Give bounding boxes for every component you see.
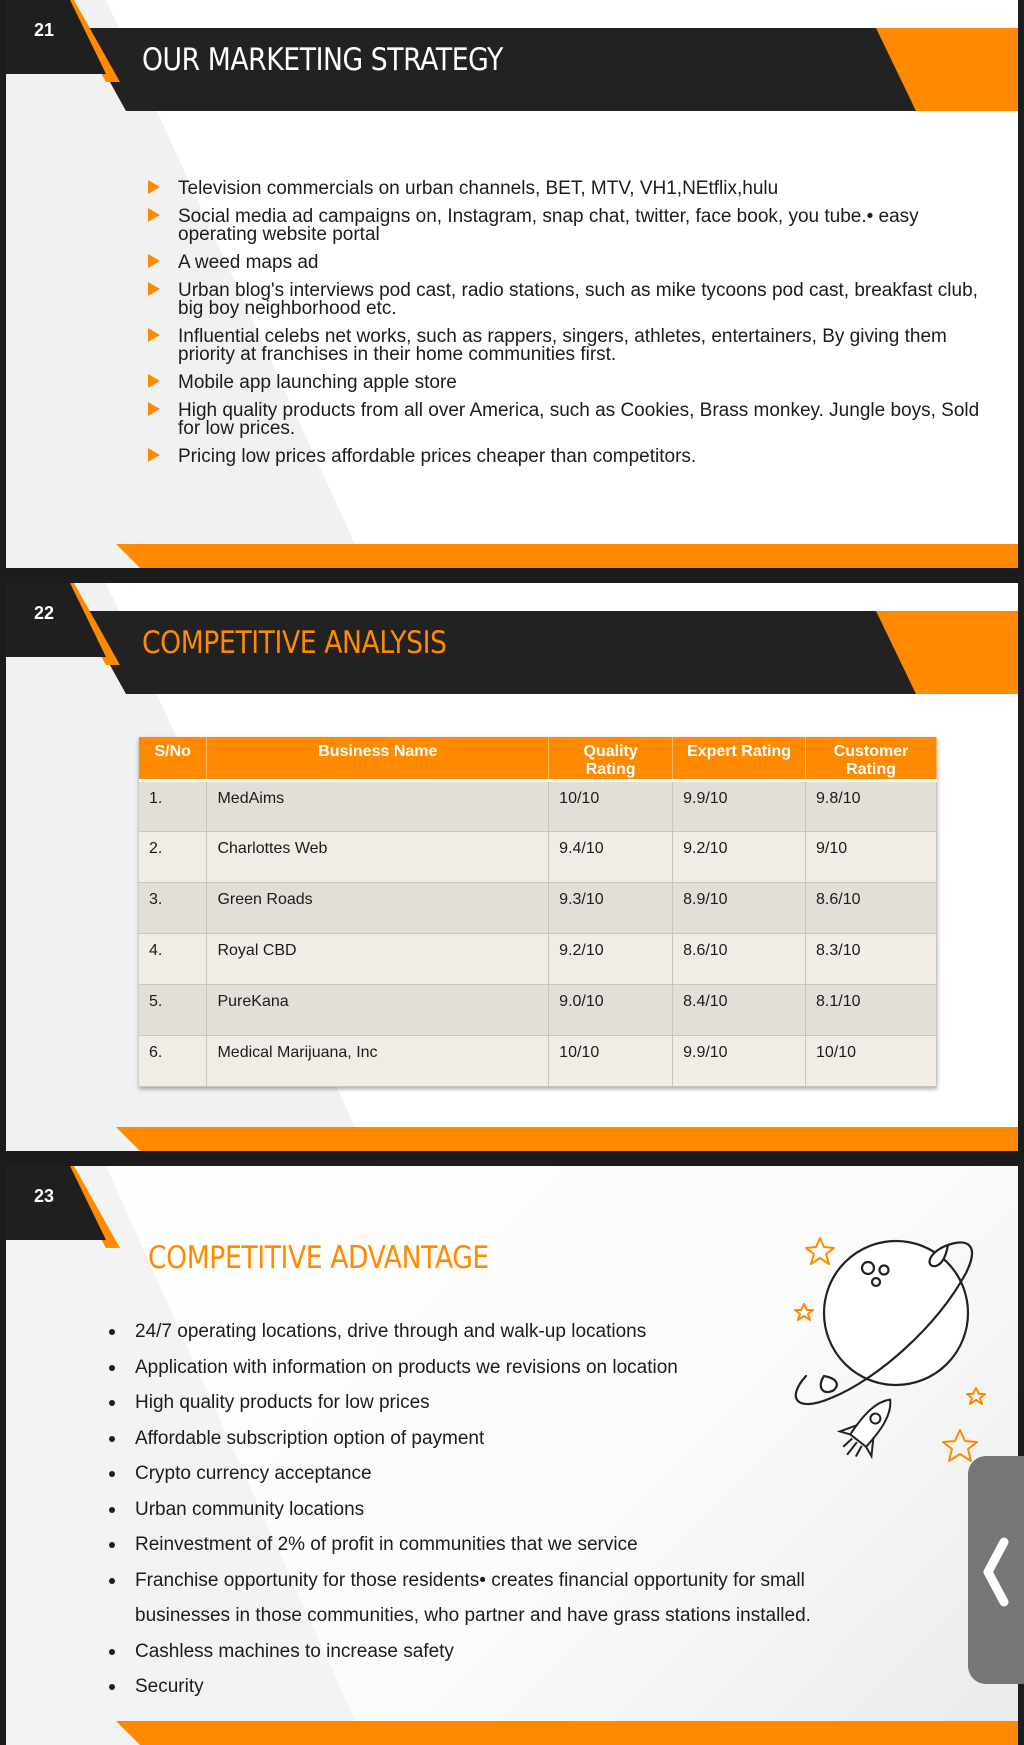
table-cell: 8.6/10 [806, 883, 937, 934]
table-cell: PureKana [207, 985, 549, 1036]
slide-23 [6, 1166, 1018, 1745]
list-item: 24/7 operating locations, drive through and walk-up locations [106, 1314, 866, 1350]
slide-number: 22 [33, 603, 55, 623]
slide-21 [6, 0, 1018, 568]
planet-icon [796, 1241, 972, 1404]
table-cell: 9/10 [806, 832, 937, 883]
table-cell: 9.8/10 [806, 781, 937, 832]
table-cell: 10/10 [806, 1036, 937, 1087]
list-item: Social media ad campaigns on, Instagram, snap chat, twitter, face book, you tube.• easy operating website portal [146, 208, 996, 244]
arrow-bullet-icon [148, 328, 160, 342]
table-cell: 5. [139, 985, 207, 1036]
list-item: Mobile app launching apple store [146, 374, 996, 392]
advantage-list [106, 1314, 866, 1705]
table-cell: Medical Marijuana, Inc [207, 1036, 549, 1087]
arrow-bullet-icon [148, 282, 160, 296]
list-item: Urban blog's interviews pod cast, radio stations, such as mike tycoons pod cast, breakfast club, big boy neighborhood etc. [146, 282, 996, 318]
column-header: Quality Rating [549, 737, 673, 781]
strategy-list [146, 180, 996, 476]
list-item: Television commercials on urban channels, BET, MTV, VH1,NEtflix,hulu [146, 180, 996, 198]
list-item: Crypto currency acceptance [106, 1456, 866, 1492]
table-cell: 10/10 [549, 1036, 673, 1087]
chevron-left-icon [980, 1536, 1012, 1608]
table-cell: 9.2/10 [673, 832, 806, 883]
slide-number: 21 [33, 20, 55, 40]
table-cell: 6. [139, 1036, 207, 1087]
bottom-accent-bar [116, 1127, 1018, 1151]
list-item: A weed maps ad [146, 254, 996, 272]
table-cell: 1. [139, 781, 207, 832]
table-row [139, 934, 937, 985]
arrow-bullet-icon [148, 448, 160, 462]
list-item: Security [106, 1669, 866, 1705]
bullet-dot-icon [109, 1578, 115, 1584]
slide-22 [6, 583, 1018, 1151]
column-header: S/No [139, 737, 207, 781]
space-illustration [776, 1198, 996, 1498]
table-cell: 8.4/10 [673, 985, 806, 1036]
bullet-dot-icon [109, 1400, 115, 1406]
list-item: Influential celebs net works, such as rappers, singers, athletes, entertainers, By giving them priority at franchises in their home communities first. [146, 328, 996, 364]
bullet-dot-icon [109, 1365, 115, 1371]
bullet-dot-icon [109, 1507, 115, 1513]
table-cell: MedAims [207, 781, 549, 832]
list-item: Reinvestment of 2% of profit in communities that we service [106, 1527, 866, 1563]
bottom-accent-bar [116, 544, 1018, 568]
arrow-bullet-icon [148, 374, 160, 388]
competitive-analysis-table [139, 737, 937, 1087]
table-cell: Royal CBD [207, 934, 549, 985]
slide-title: COMPETITIVE ANALYSIS [142, 625, 447, 661]
table-row [139, 883, 937, 934]
rocket-icon [831, 1387, 906, 1467]
table-row [139, 781, 937, 832]
list-item: Urban community locations [106, 1492, 866, 1528]
list-item: Pricing low prices affordable prices cheaper than competitors. [146, 448, 996, 466]
list-item: High quality products from all over America, such as Cookies, Brass monkey. Jungle boys, Sold for low prices. [146, 402, 996, 438]
list-item: Application with information on products we revisions on location [106, 1350, 866, 1386]
table-cell: 9.4/10 [549, 832, 673, 883]
table-cell: 9.9/10 [673, 781, 806, 832]
slide-number: 23 [33, 1186, 55, 1206]
table-cell: 4. [139, 934, 207, 985]
column-header: Business Name [207, 737, 549, 781]
column-header: Expert Rating [673, 737, 806, 781]
table-cell: 3. [139, 883, 207, 934]
bottom-accent-bar [116, 1721, 1018, 1745]
bullet-dot-icon [109, 1436, 115, 1442]
table-cell: Charlottes Web [207, 832, 549, 883]
column-header: Customer Rating [806, 737, 937, 781]
list-item: Affordable subscription option of payment [106, 1421, 866, 1457]
table-row [139, 985, 937, 1036]
slide-title: OUR MARKETING STRATEGY [142, 42, 503, 78]
table-header-row [139, 737, 937, 781]
list-item: Franchise opportunity for those residents• creates financial opportunity for small businesses in those communities, who partner and have grass stations installed. [106, 1563, 866, 1634]
arrow-bullet-icon [148, 402, 160, 416]
previous-slide-button[interactable] [968, 1456, 1024, 1684]
bullet-dot-icon [109, 1471, 115, 1477]
table-cell: Green Roads [207, 883, 549, 934]
table-cell: 9.3/10 [549, 883, 673, 934]
bullet-dot-icon [109, 1329, 115, 1335]
arrow-bullet-icon [148, 180, 160, 194]
arrow-bullet-icon [148, 208, 160, 222]
bullet-dot-icon [109, 1649, 115, 1655]
table-cell: 8.6/10 [673, 934, 806, 985]
table-cell: 8.3/10 [806, 934, 937, 985]
table-cell: 9.0/10 [549, 985, 673, 1036]
list-item: Cashless machines to increase safety [106, 1634, 866, 1670]
table-cell: 8.9/10 [673, 883, 806, 934]
table-cell: 2. [139, 832, 207, 883]
bullet-dot-icon [109, 1542, 115, 1548]
slide-title: COMPETITIVE ADVANTAGE [148, 1240, 489, 1276]
arrow-bullet-icon [148, 254, 160, 268]
table-row [139, 832, 937, 883]
table-cell: 9.9/10 [673, 1036, 806, 1087]
table-cell: 8.1/10 [806, 985, 937, 1036]
bullet-dot-icon [109, 1684, 115, 1690]
table-row [139, 1036, 937, 1087]
table-cell: 9.2/10 [549, 934, 673, 985]
list-item: High quality products for low prices [106, 1385, 866, 1421]
table-cell: 10/10 [549, 781, 673, 832]
